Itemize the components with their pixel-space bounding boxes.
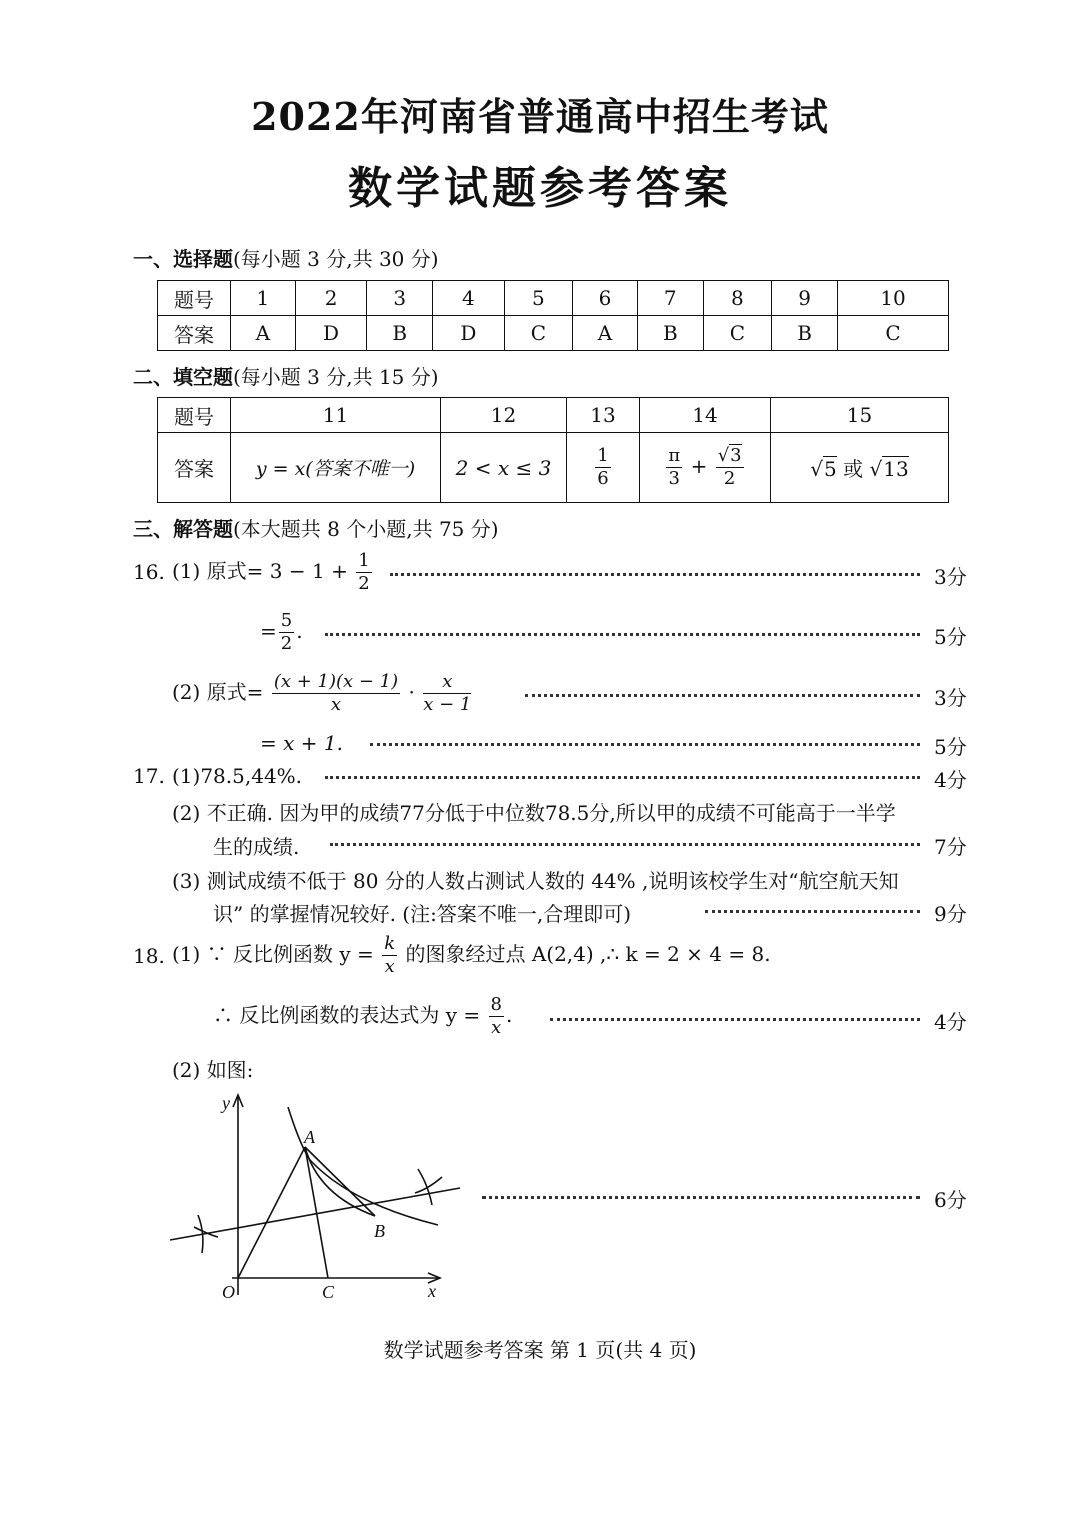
table-cell: 6 — [573, 281, 638, 316]
hyperbola-curve — [288, 1107, 438, 1225]
label-O: O — [222, 1282, 235, 1302]
table-cell: 1 — [231, 281, 296, 316]
table-cell: C — [703, 316, 771, 351]
leader-dots — [390, 573, 920, 576]
table-cell: 8 — [703, 281, 771, 316]
choice-answer-row — [158, 316, 949, 351]
score-label: 5分 — [934, 735, 967, 759]
q18-part1: (1) ∵ 反比例函数 y = $\frac{k}{x}$ 的图象经过点 A(2,4) ,∴ k = 2 × 4 = 8. — [172, 933, 771, 977]
table-header-cell: 题号 — [158, 398, 231, 433]
table-cell: 13 — [567, 398, 640, 433]
label-x: x — [428, 1281, 436, 1301]
table-cell: 5 — [504, 281, 572, 316]
leader-dots — [370, 743, 920, 746]
q16-part2-result: = x + 1. — [260, 731, 343, 755]
q16-part1-result: = $\frac{5}{2}$ . — [260, 610, 303, 654]
leader-dots — [550, 1018, 920, 1021]
label-y: y — [222, 1093, 230, 1113]
fill-answer-row — [158, 433, 949, 503]
score-label: 9分 — [934, 902, 967, 926]
answer-11: y = x(答案不唯一) — [231, 433, 441, 503]
table-cell: C — [504, 316, 572, 351]
label-A: A — [304, 1127, 315, 1147]
page-subtitle: 数学试题参考答案 — [348, 163, 732, 214]
table-cell: B — [637, 316, 703, 351]
q18-part2: (2) 如图: — [172, 1058, 254, 1082]
q17-part3-line1: (3) 测试成绩不低于 80 分的人数占测试人数的 44% ,说明该校学生对“航空航天知 — [172, 869, 899, 893]
score-label: 3分 — [934, 565, 967, 589]
table-cell: D — [433, 316, 504, 351]
q17-part3-line2: 识” 的掌握情况较好. (注:答案不唯一,合理即可) — [213, 902, 631, 926]
score-label: 5分 — [934, 625, 967, 649]
q17-part2-line2: 生的成绩. — [213, 835, 300, 859]
choice-number-row — [158, 281, 949, 316]
section3-heading: 三、解答题(本大题共 8 个小题,共 75 分) — [133, 517, 499, 541]
score-label: 6分 — [934, 1188, 967, 1212]
perpendicular-bisector — [170, 1188, 460, 1240]
table-cell: C — [837, 316, 948, 351]
score-label: 4分 — [934, 768, 967, 792]
table-cell: 9 — [772, 281, 838, 316]
answer-14: $\frac{\pi}{3}$ + $\frac{√3}{2}$ — [640, 433, 771, 503]
table-cell: 14 — [640, 398, 771, 433]
construction-arc-right — [418, 1169, 432, 1205]
table-cell: A — [573, 316, 638, 351]
q18-part1-conclusion: ∴ 反比例函数的表达式为 y = $\frac{8}{x}$ . — [213, 994, 513, 1038]
leader-dots — [482, 1196, 920, 1199]
table-cell: B — [367, 316, 433, 351]
q17-part2-line1: (2) 不正确. 因为甲的成绩77分低于中位数78.5分,所以甲的成绩不可能高于一半学 — [172, 801, 896, 825]
table-cell: A — [231, 316, 296, 351]
answer-12: 2 < x ≤ 3 — [441, 433, 567, 503]
q16-part2: (2) 原式= $\frac{(x + 1)(x - 1)}{x}$ · $\frac{x}{x - 1}$ — [172, 671, 472, 715]
table-cell: D — [295, 316, 366, 351]
table-cell: 15 — [771, 398, 949, 433]
table-cell: 3 — [367, 281, 433, 316]
score-label: 4分 — [934, 1010, 967, 1034]
score-label: 3分 — [934, 686, 967, 710]
segment-OA — [238, 1147, 305, 1278]
q16-part1: (1) 原式= 3 − 1 + $\frac{1}{2}$ — [172, 550, 370, 594]
leader-dots — [705, 910, 920, 913]
answer-15: √5 或 √13 — [771, 433, 949, 503]
label-C: C — [322, 1282, 335, 1302]
page-footer: 数学试题参考答案 第 1 页(共 4 页) — [383, 1338, 697, 1362]
table-cell: 11 — [231, 398, 441, 433]
q17-part1: (1)78.5,44%. — [172, 764, 303, 788]
answer-13: $\frac{1}{6}$ — [567, 433, 640, 503]
q16-label: 16. — [133, 560, 165, 584]
choice-answer-table — [157, 280, 949, 351]
table-header-cell: 答案 — [158, 316, 231, 351]
table-header-cell: 题号 — [158, 281, 231, 316]
fill-answer-table — [157, 397, 949, 503]
table-cell: 10 — [837, 281, 948, 316]
table-cell: 2 — [295, 281, 366, 316]
section1-heading: 一、选择题(每小题 3 分,共 30 分) — [133, 247, 439, 271]
page-title: 2022年河南省普通高中招生考试 — [251, 94, 829, 139]
fill-number-row — [158, 398, 949, 433]
table-cell: 7 — [637, 281, 703, 316]
leader-dots — [325, 633, 920, 636]
label-B: B — [374, 1221, 385, 1241]
table-cell: 4 — [433, 281, 504, 316]
section2-heading: 二、填空题(每小题 3 分,共 15 分) — [133, 365, 439, 389]
leader-dots — [330, 843, 920, 846]
leader-dots — [325, 776, 920, 779]
score-label: 7分 — [934, 835, 967, 859]
table-cell: B — [772, 316, 838, 351]
leader-dots — [525, 694, 920, 697]
construction-figure — [160, 1085, 480, 1310]
table-header-cell: 答案 — [158, 433, 231, 503]
q18-label: 18. — [133, 944, 165, 968]
q17-label: 17. — [133, 764, 165, 788]
table-cell: 12 — [441, 398, 567, 433]
